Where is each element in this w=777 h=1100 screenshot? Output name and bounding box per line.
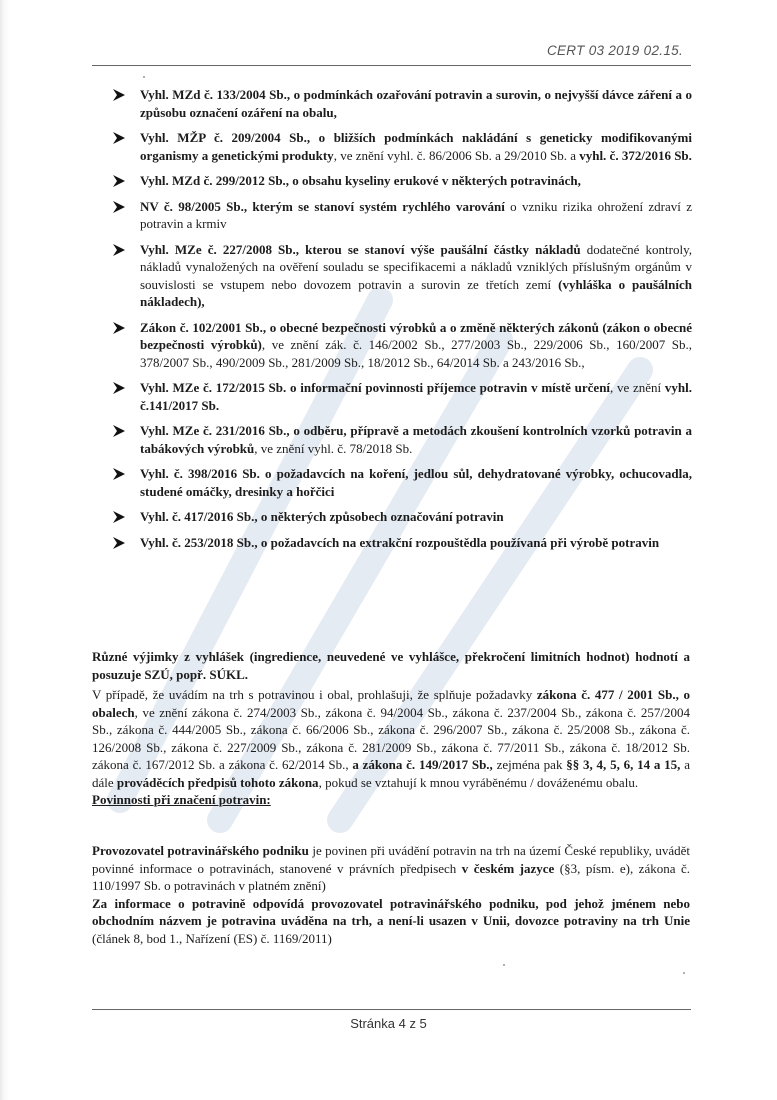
- legislation-item: [112, 422, 692, 457]
- legislation-item: [112, 129, 692, 164]
- legislation-detail: dodatečné kontroly, nákladů vynaložených na ověření souladu se specifikacemi a nákladů vzniklých příslušným orgánům v souvislosti se vstupem nebo dovozem potravin a surovin ze třetích zemí: [140, 241, 693, 292]
- arrow-bullet-icon: [112, 467, 126, 481]
- header-rule: [92, 65, 691, 66]
- packaging-text-5: , pokud se vztahují k mnou vyráběnému / dováženému obalu.: [318, 774, 639, 790]
- operator-text-2: (§3, písm. e), zákona č. 110/1997 Sb. o potravinách v platném znění): [92, 860, 690, 893]
- packaging-sections: §§ 3, 4, 5, 6, 14 a 15,: [566, 757, 681, 772]
- legislation-item: [112, 465, 692, 500]
- packaging-text-3: zejména pak: [492, 757, 567, 772]
- packaging-regulations: prováděcích předpisů tohoto zákona: [116, 774, 319, 790]
- legislation-detail: o vzniku rizika ohrožení zdraví z potravin a krmiv: [140, 198, 692, 231]
- footer-rule: [92, 1009, 691, 1010]
- legislation-amendment: vyhl. č. 372/2016 Sb.: [579, 147, 692, 163]
- legislation-item: [112, 379, 692, 414]
- operator-label: Provozovatel potravinářského podniku: [92, 843, 309, 858]
- legislation-title: Vyhl. MZd č. 299/2012 Sb., o obsahu kyseliny erukové v některých potravinách,: [140, 173, 581, 188]
- czech-language: v českém jazyce: [461, 860, 555, 876]
- arrow-bullet-icon: [112, 131, 126, 145]
- legislation-item: [112, 241, 692, 311]
- arrow-bullet-icon: [112, 88, 126, 102]
- arrow-bullet-icon: [112, 200, 126, 214]
- arrow-bullet-icon: [112, 321, 126, 335]
- arrow-bullet-icon: [112, 174, 126, 188]
- packaging-law: zákona č. 477 / 2001 Sb., o obalech: [92, 687, 690, 720]
- legislation-item: [112, 319, 692, 372]
- legislation-detail: , ve znění vyhl. č. 86/2006 Sb. a 29/2010 Sb. a: [333, 147, 580, 163]
- legislation-list: [112, 86, 692, 551]
- responsibility-text: Za informace o potravině odpovídá provozovatel potravinářského podniku, pod jehož jménem nebo obchodním názvem je potravina uváděna na trh, a není-li usazen v Unii, dovozce potraviny na trh Unie: [92, 895, 690, 928]
- legislation-amendment: vyhl. č.141/2017 Sb.: [140, 380, 692, 413]
- operator-text-1: je povinen při uvádění potravin na trh na území České republiky, uvádět povinné informace o potravinách, stanovené v právních předpisech: [92, 843, 690, 876]
- responsibility-reference: (článek 8, bod 1., Nařízení (ES) č. 1169/2011): [92, 930, 332, 946]
- legislation-item: [112, 86, 692, 121]
- legislation-title: Vyhl. č. 398/2016 Sb. o požadavcích na koření, jedlou sůl, dehydratované výrobky, ochucovadla, studené omáčky, dresinky a hořčici: [140, 466, 692, 499]
- legislation-detail: , ve znění zák. č. 146/2002 Sb., 277/2003 Sb., 229/2006 Sb., 160/2007 Sb., 378/2007 Sb., 490/2009 Sb., 281/2009 Sb., 18/2012 Sb., 64/2014 Sb. a 243/2016 Sb.,: [140, 337, 692, 370]
- legislation-title: Vyhl. MZd č. 133/2004 Sb., o podmínkách ozařování potravin a surovin, o nejvyšší dávce záření a o způsobu označení ozáření na obalu,: [140, 87, 692, 120]
- legislation-detail: , ve znění: [610, 380, 665, 395]
- legislation-item: [112, 198, 692, 233]
- document-code: CERT 03 2019 02.15.: [546, 43, 683, 58]
- arrow-bullet-icon: [112, 536, 126, 550]
- legislation-title: Vyhl. č. 417/2016 Sb., o některých způsobech označování potravin: [140, 509, 504, 524]
- scan-speck: [503, 964, 505, 966]
- legislation-item: [112, 172, 692, 190]
- exceptions-text: Různé výjimky z vyhlášek (ingredience, neuvedené ve vyhlášce, překročení limitních hodnot) hodnotí a posuzuje SZÚ, popř. SÚKL.: [92, 649, 690, 682]
- arrow-bullet-icon: [112, 424, 126, 438]
- packaging-text-4: a dále: [92, 757, 690, 790]
- arrow-bullet-icon: [112, 510, 126, 524]
- legislation-detail: , ve znění vyhl. č. 78/2018 Sb.: [254, 440, 413, 456]
- operator-obligation: [92, 842, 690, 947]
- scan-speck: [143, 76, 145, 78]
- legislation-title: Vyhl. MŽP č. 209/2004 Sb., o bližších podmínkách nakládání s geneticky modifikovanými organismy a genetickými produkty: [140, 130, 692, 163]
- scan-speck: [683, 972, 685, 974]
- legislation-title: Vyhl. MZe č. 227/2008 Sb., kterou se stanoví výše paušální částky nákladů: [140, 241, 581, 257]
- legislation-title: Vyhl. MZe č. 231/2016 Sb., o odběru, přípravě a metodách zkoušení kontrolních vzorků potravin a tabákových výrobků: [140, 423, 692, 456]
- packaging-declaration: [92, 686, 690, 809]
- arrow-bullet-icon: [112, 381, 126, 395]
- legislation-item: [112, 534, 692, 552]
- page-number: Stránka 4 z 5: [350, 1016, 427, 1031]
- legislation-title: Zákon č. 102/2001 Sb., o obecné bezpečnosti výrobků a o změně některých zákonů (zákon o obecné bezpečnosti výrobků): [140, 319, 692, 352]
- exceptions-note: [92, 648, 690, 683]
- legislation-item: [112, 508, 692, 526]
- labeling-heading: Povinnosti při značení potravin:: [92, 792, 271, 807]
- legislation-title: NV č. 98/2005 Sb., kterým se stanoví systém rychlého varování: [140, 198, 505, 214]
- legislation-title: Vyhl. č. 253/2018 Sb., o požadavcích na extrakční rozpouštědla používaná při výrobě potravin: [140, 534, 660, 550]
- legislation-amendment: (vyhláška o paušálních nákladech),: [140, 276, 693, 309]
- arrow-bullet-icon: [112, 243, 126, 257]
- legislation-title: Vyhl. MZe č. 172/2015 Sb. o informační povinnosti příjemce potravin v místě určení: [140, 380, 611, 395]
- packaging-text-2: , ve znění zákona č. 274/2003 Sb., zákona č. 94/2004 Sb., zákona č. 237/2004 Sb., zákona č. 257/2004 Sb., zákona č. 444/2005 Sb., zákona č. 66/2006 Sb., zákona č. 296/2007 Sb., zákona č. 25/2008 Sb., zákona č. 126/2008 Sb., zákona č. 227/2009 Sb., zákona č. 281/2009 Sb., zákona č. 77/2011 Sb., zákona č. 18/2012 Sb. zákona č. 167/2012 Sb. a zákona č. 62/2014 Sb.,: [92, 704, 690, 772]
- packaging-text-1: V případě, že uvádím na trh s potravinou i obal, prohlašuji, že splňuje požadavky: [92, 687, 537, 702]
- packaging-amendment: a zákona č. 149/2017 Sb.,: [352, 757, 493, 772]
